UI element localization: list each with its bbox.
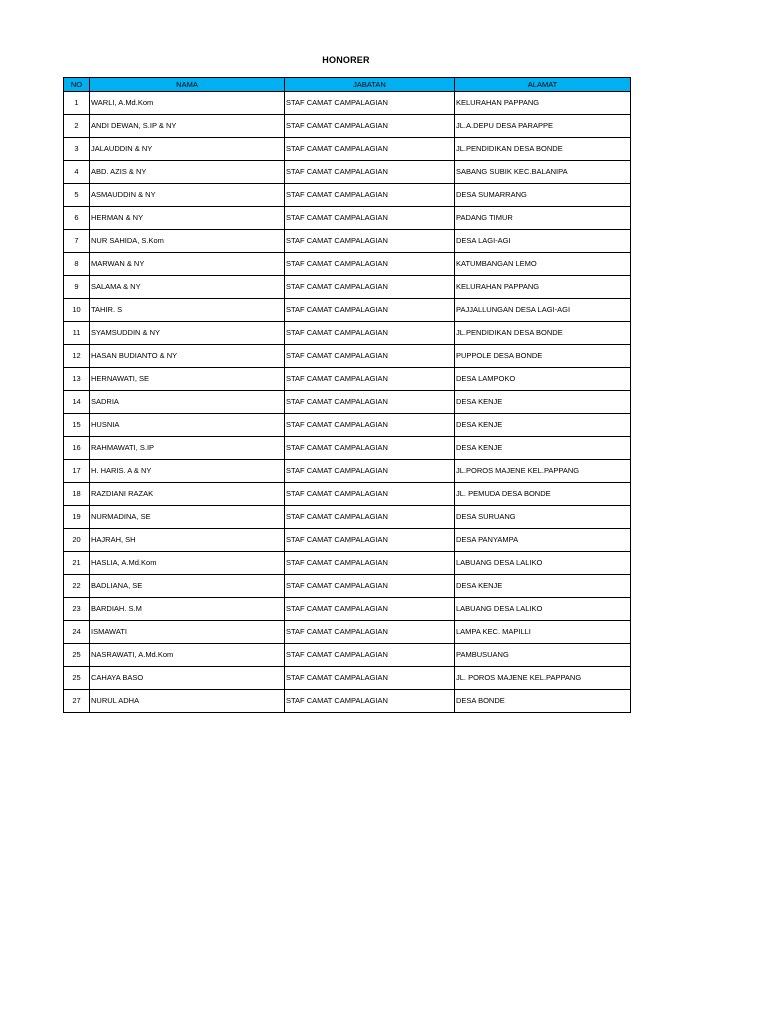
header-alamat: ALAMAT: [455, 78, 631, 92]
cell-alamat: DESA SURUANG: [455, 506, 631, 529]
cell-no: 2: [64, 115, 90, 138]
cell-alamat: JL.PENDIDIKAN DESA BONDE: [455, 322, 631, 345]
cell-alamat: KELURAHAN PAPPANG: [455, 276, 631, 299]
cell-no: 10: [64, 299, 90, 322]
document-title: HONORER: [322, 55, 370, 65]
cell-jabatan: STAF CAMAT CAMPALAGIAN: [285, 552, 455, 575]
cell-no: 24: [64, 621, 90, 644]
cell-no: 22: [64, 575, 90, 598]
cell-nama: ASMAUDDIN & NY: [90, 184, 285, 207]
cell-nama: ANDI DEWAN, S.IP & NY: [90, 115, 285, 138]
cell-jabatan: STAF CAMAT CAMPALAGIAN: [285, 414, 455, 437]
cell-alamat: LABUANG DESA LALIKO: [455, 552, 631, 575]
cell-no: 9: [64, 276, 90, 299]
cell-jabatan: STAF CAMAT CAMPALAGIAN: [285, 667, 455, 690]
table-row: [64, 184, 631, 207]
cell-nama: SYAMSUDDIN & NY: [90, 322, 285, 345]
cell-no: 11: [64, 322, 90, 345]
cell-no: 23: [64, 598, 90, 621]
cell-no: 19: [64, 506, 90, 529]
table-row: [64, 368, 631, 391]
cell-alamat: PAJJALLUNGAN DESA LAGI-AGI: [455, 299, 631, 322]
cell-jabatan: STAF CAMAT CAMPALAGIAN: [285, 644, 455, 667]
cell-alamat: JL. PEMUDA DESA BONDE: [455, 483, 631, 506]
cell-no: 16: [64, 437, 90, 460]
cell-no: 17: [64, 460, 90, 483]
cell-jabatan: STAF CAMAT CAMPALAGIAN: [285, 460, 455, 483]
cell-no: 14: [64, 391, 90, 414]
cell-no: 3: [64, 138, 90, 161]
cell-no: 25: [64, 667, 90, 690]
cell-no: 20: [64, 529, 90, 552]
cell-jabatan: STAF CAMAT CAMPALAGIAN: [285, 391, 455, 414]
cell-nama: HERMAN & NY: [90, 207, 285, 230]
cell-alamat: DESA LAGI-AGI: [455, 230, 631, 253]
table-row: [64, 437, 631, 460]
table-row: [64, 644, 631, 667]
cell-alamat: JL.A.DEPU DESA PARAPPE: [455, 115, 631, 138]
table-body: [64, 92, 631, 713]
cell-nama: ABD. AZIS & NY: [90, 161, 285, 184]
cell-nama: NUR SAHIDA, S.Kom: [90, 230, 285, 253]
header-jabatan: JABATAN: [285, 78, 455, 92]
cell-nama: SADRIA: [90, 391, 285, 414]
table-row: [64, 92, 631, 115]
cell-alamat: LABUANG DESA LALIKO: [455, 598, 631, 621]
cell-alamat: DESA KENJE: [455, 414, 631, 437]
cell-alamat: PUPPOLE DESA BONDE: [455, 345, 631, 368]
table-row: [64, 506, 631, 529]
table-row: [64, 598, 631, 621]
cell-alamat: JL. POROS MAJENE KEL.PAPPANG: [455, 667, 631, 690]
cell-nama: HASAN BUDIANTO & NY: [90, 345, 285, 368]
table-row: [64, 529, 631, 552]
cell-no: 8: [64, 253, 90, 276]
cell-alamat: DESA SUMARRANG: [455, 184, 631, 207]
cell-alamat: DESA LAMPOKO: [455, 368, 631, 391]
cell-alamat: DESA PANYAMPA: [455, 529, 631, 552]
table-row: [64, 391, 631, 414]
cell-jabatan: STAF CAMAT CAMPALAGIAN: [285, 230, 455, 253]
cell-no: 15: [64, 414, 90, 437]
cell-jabatan: STAF CAMAT CAMPALAGIAN: [285, 92, 455, 115]
table-row: [64, 299, 631, 322]
cell-nama: NASRAWATI, A.Md.Kom: [90, 644, 285, 667]
cell-nama: RAZDIANI RAZAK: [90, 483, 285, 506]
table-row: [64, 345, 631, 368]
cell-no: 6: [64, 207, 90, 230]
cell-nama: MARWAN & NY: [90, 253, 285, 276]
cell-alamat: KELURAHAN PAPPANG: [455, 92, 631, 115]
table-row: [64, 253, 631, 276]
table-row: [64, 552, 631, 575]
cell-jabatan: STAF CAMAT CAMPALAGIAN: [285, 621, 455, 644]
cell-no: 7: [64, 230, 90, 253]
cell-jabatan: STAF CAMAT CAMPALAGIAN: [285, 138, 455, 161]
cell-jabatan: STAF CAMAT CAMPALAGIAN: [285, 299, 455, 322]
cell-jabatan: STAF CAMAT CAMPALAGIAN: [285, 529, 455, 552]
table-row: [64, 207, 631, 230]
cell-nama: HUSNIA: [90, 414, 285, 437]
header-no: NO: [64, 78, 90, 92]
table-row: [64, 667, 631, 690]
cell-alamat: KATUMBANGAN LEMO: [455, 253, 631, 276]
cell-jabatan: STAF CAMAT CAMPALAGIAN: [285, 184, 455, 207]
cell-nama: NURMADINA, SE: [90, 506, 285, 529]
cell-jabatan: STAF CAMAT CAMPALAGIAN: [285, 161, 455, 184]
cell-nama: RAHMAWATI, S.IP: [90, 437, 285, 460]
cell-no: 18: [64, 483, 90, 506]
cell-jabatan: STAF CAMAT CAMPALAGIAN: [285, 437, 455, 460]
cell-nama: HAJRAH, SH: [90, 529, 285, 552]
cell-no: 21: [64, 552, 90, 575]
header-nama: NAMA: [90, 78, 285, 92]
cell-nama: HERNAWATI, SE: [90, 368, 285, 391]
cell-nama: SALAMA & NY: [90, 276, 285, 299]
table-row: [64, 115, 631, 138]
cell-nama: TAHIR. S: [90, 299, 285, 322]
cell-jabatan: STAF CAMAT CAMPALAGIAN: [285, 598, 455, 621]
cell-no: 27: [64, 690, 90, 713]
cell-alamat: PADANG TIMUR: [455, 207, 631, 230]
cell-jabatan: STAF CAMAT CAMPALAGIAN: [285, 575, 455, 598]
cell-alamat: DESA KENJE: [455, 437, 631, 460]
cell-jabatan: STAF CAMAT CAMPALAGIAN: [285, 253, 455, 276]
cell-no: 13: [64, 368, 90, 391]
table-row: [64, 575, 631, 598]
cell-no: 5: [64, 184, 90, 207]
cell-jabatan: STAF CAMAT CAMPALAGIAN: [285, 345, 455, 368]
table-row: [64, 276, 631, 299]
cell-nama: WARLI, A.Md.Kom: [90, 92, 285, 115]
cell-jabatan: STAF CAMAT CAMPALAGIAN: [285, 483, 455, 506]
cell-nama: BARDIAH. S.M: [90, 598, 285, 621]
table-row: [64, 460, 631, 483]
table-row: [64, 414, 631, 437]
cell-nama: JALAUDDIN & NY: [90, 138, 285, 161]
cell-no: 12: [64, 345, 90, 368]
cell-jabatan: STAF CAMAT CAMPALAGIAN: [285, 115, 455, 138]
table-row: [64, 690, 631, 713]
table-row: [64, 621, 631, 644]
cell-jabatan: STAF CAMAT CAMPALAGIAN: [285, 207, 455, 230]
cell-alamat: SABANG SUBIK KEC.BALANIPA: [455, 161, 631, 184]
table-row: [64, 322, 631, 345]
cell-jabatan: STAF CAMAT CAMPALAGIAN: [285, 506, 455, 529]
table-row: [64, 483, 631, 506]
cell-jabatan: STAF CAMAT CAMPALAGIAN: [285, 690, 455, 713]
cell-nama: HASLIA, A.Md.Kom: [90, 552, 285, 575]
table-header-row: [64, 78, 631, 92]
cell-no: 25: [64, 644, 90, 667]
table-row: [64, 138, 631, 161]
cell-no: 1: [64, 92, 90, 115]
table-row: [64, 230, 631, 253]
cell-nama: NURUL ADHA: [90, 690, 285, 713]
cell-alamat: JL.POROS MAJENE KEL.PAPPANG: [455, 460, 631, 483]
cell-alamat: PAMBUSUANG: [455, 644, 631, 667]
cell-jabatan: STAF CAMAT CAMPALAGIAN: [285, 368, 455, 391]
honorer-table: [63, 77, 631, 713]
cell-nama: BADLIANA, SE: [90, 575, 285, 598]
cell-jabatan: STAF CAMAT CAMPALAGIAN: [285, 276, 455, 299]
cell-nama: CAHAYA BASO: [90, 667, 285, 690]
cell-no: 4: [64, 161, 90, 184]
cell-nama: ISMAWATI: [90, 621, 285, 644]
table-row: [64, 161, 631, 184]
cell-alamat: JL.PENDIDIKAN DESA BONDE: [455, 138, 631, 161]
cell-alamat: DESA BONDE: [455, 690, 631, 713]
cell-alamat: LAMPA KEC. MAPILLI: [455, 621, 631, 644]
cell-alamat: DESA KENJE: [455, 575, 631, 598]
cell-nama: H. HARIS. A & NY: [90, 460, 285, 483]
cell-alamat: DESA KENJE: [455, 391, 631, 414]
cell-jabatan: STAF CAMAT CAMPALAGIAN: [285, 322, 455, 345]
